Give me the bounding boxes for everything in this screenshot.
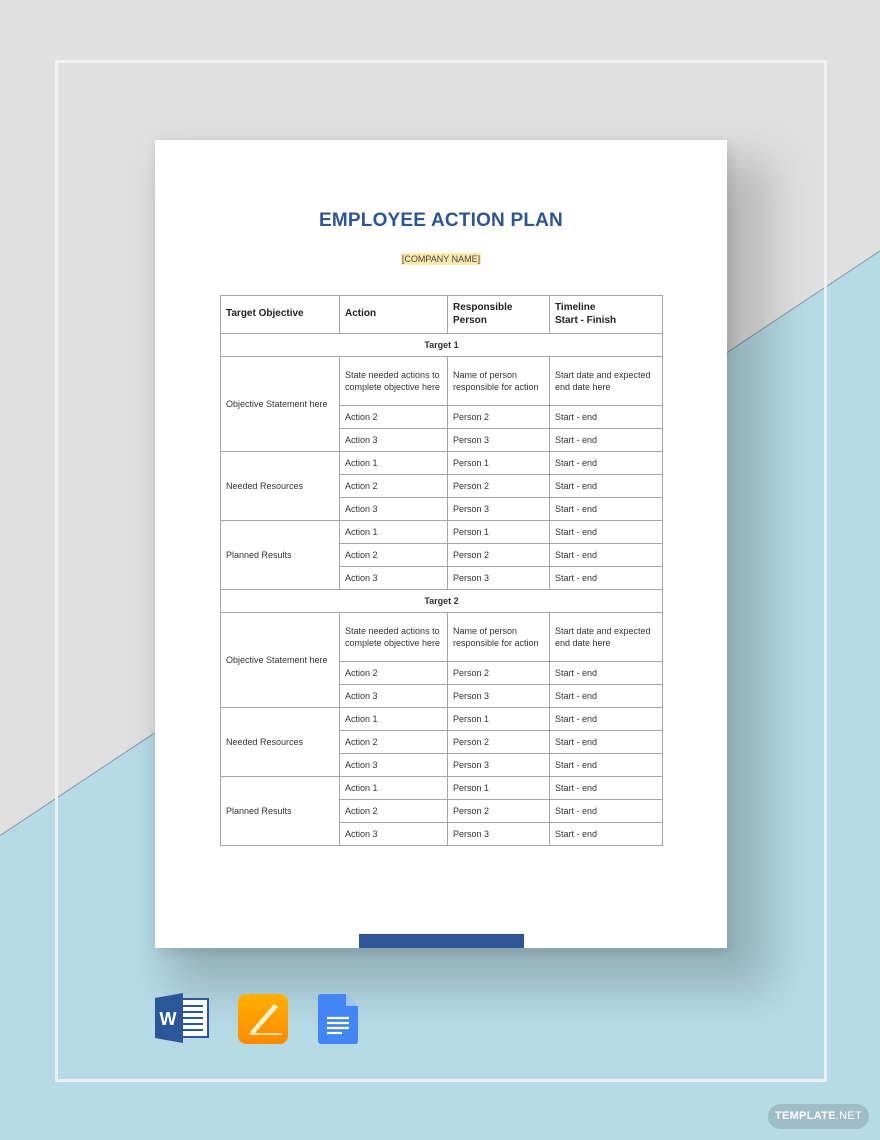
person-cell[interactable]: Person 3 <box>448 498 550 521</box>
header-target-objective: Target Objective <box>221 296 340 334</box>
action-cell[interactable]: State needed actions to complete objective here <box>340 613 448 662</box>
action-cell[interactable]: Action 2 <box>340 544 448 567</box>
company-name-placeholder[interactable]: [COMPANY NAME] <box>401 254 481 264</box>
target-row <box>221 590 663 613</box>
google-docs-icon[interactable] <box>318 994 358 1044</box>
action-plan-table <box>220 295 663 846</box>
header-timeline: Timeline Start - Finish <box>550 296 663 334</box>
action-cell[interactable]: Action 2 <box>340 662 448 685</box>
action-cell[interactable]: Action 2 <box>340 475 448 498</box>
header-responsible-person: Responsible Person <box>448 296 550 334</box>
action-cell[interactable]: Action 3 <box>340 754 448 777</box>
action-cell[interactable]: Action 2 <box>340 800 448 823</box>
action-cell[interactable]: State needed actions to complete objective here <box>340 357 448 406</box>
timeline-cell[interactable]: Start - end <box>550 823 663 846</box>
action-cell[interactable]: Action 1 <box>340 521 448 544</box>
action-cell[interactable]: Action 1 <box>340 777 448 800</box>
timeline-cell[interactable]: Start date and expected end date here <box>550 613 663 662</box>
timeline-cell[interactable]: Start - end <box>550 567 663 590</box>
target-label: Target 1 <box>221 334 663 357</box>
person-cell[interactable]: Name of person responsible for action <box>448 357 550 406</box>
action-cell[interactable]: Action 1 <box>340 452 448 475</box>
target-row <box>221 334 663 357</box>
person-cell[interactable]: Person 2 <box>448 800 550 823</box>
person-cell[interactable]: Person 2 <box>448 544 550 567</box>
objective-cell[interactable]: Needed Resources <box>221 708 340 777</box>
timeline-cell[interactable]: Start - end <box>550 685 663 708</box>
table-row <box>221 613 663 662</box>
person-cell[interactable]: Person 2 <box>448 731 550 754</box>
action-cell[interactable]: Action 2 <box>340 731 448 754</box>
timeline-cell[interactable]: Start - end <box>550 777 663 800</box>
timeline-cell[interactable]: Start - end <box>550 662 663 685</box>
person-cell[interactable]: Person 3 <box>448 754 550 777</box>
person-cell[interactable]: Person 3 <box>448 567 550 590</box>
person-cell[interactable]: Person 3 <box>448 823 550 846</box>
timeline-cell[interactable]: Start - end <box>550 452 663 475</box>
pages-icon[interactable] <box>238 994 288 1044</box>
table-row <box>221 357 663 406</box>
header-action: Action <box>340 296 448 334</box>
document-title: EMPLOYEE ACTION PLAN <box>319 210 563 231</box>
action-cell[interactable]: Action 1 <box>340 708 448 731</box>
target-label: Target 2 <box>221 590 663 613</box>
person-cell[interactable]: Person 1 <box>448 777 550 800</box>
timeline-cell[interactable]: Start - end <box>550 475 663 498</box>
timeline-cell[interactable]: Start - end <box>550 406 663 429</box>
timeline-cell[interactable]: Start - end <box>550 429 663 452</box>
table-row <box>221 708 663 731</box>
timeline-cell[interactable]: Start - end <box>550 708 663 731</box>
objective-cell[interactable]: Planned Results <box>221 521 340 590</box>
svg-text:W: W <box>159 1009 177 1029</box>
action-cell[interactable]: Action 3 <box>340 429 448 452</box>
person-cell[interactable]: Person 3 <box>448 429 550 452</box>
timeline-cell[interactable]: Start - end <box>550 754 663 777</box>
document-page <box>155 140 727 948</box>
action-cell[interactable]: Action 3 <box>340 685 448 708</box>
template-net-watermark[interactable]: TEMPLATE.NET <box>768 1104 869 1129</box>
person-cell[interactable]: Person 3 <box>448 685 550 708</box>
objective-cell[interactable]: Objective Statement here <box>221 613 340 708</box>
company-name-field <box>155 249 727 267</box>
table-row <box>221 521 663 544</box>
action-cell[interactable]: Action 2 <box>340 406 448 429</box>
timeline-cell[interactable]: Start - end <box>550 800 663 823</box>
table-row <box>221 777 663 800</box>
action-cell[interactable]: Action 3 <box>340 823 448 846</box>
timeline-cell[interactable]: Start - end <box>550 521 663 544</box>
objective-cell[interactable]: Planned Results <box>221 777 340 846</box>
objective-cell[interactable]: Needed Resources <box>221 452 340 521</box>
timeline-cell[interactable]: Start - end <box>550 544 663 567</box>
timeline-cell[interactable]: Start date and expected end date here <box>550 357 663 406</box>
word-icon[interactable] <box>155 993 209 1043</box>
action-cell[interactable]: Action 3 <box>340 498 448 521</box>
person-cell[interactable]: Person 2 <box>448 475 550 498</box>
table-row <box>221 452 663 475</box>
accent-bar <box>359 934 524 948</box>
timeline-cell[interactable]: Start - end <box>550 498 663 521</box>
person-cell[interactable]: Name of person responsible for action <box>448 613 550 662</box>
person-cell[interactable]: Person 2 <box>448 662 550 685</box>
person-cell[interactable]: Person 2 <box>448 406 550 429</box>
person-cell[interactable]: Person 1 <box>448 452 550 475</box>
table-header-row <box>221 296 663 334</box>
person-cell[interactable]: Person 1 <box>448 521 550 544</box>
objective-cell[interactable]: Objective Statement here <box>221 357 340 452</box>
timeline-cell[interactable]: Start - end <box>550 731 663 754</box>
person-cell[interactable]: Person 1 <box>448 708 550 731</box>
action-cell[interactable]: Action 3 <box>340 567 448 590</box>
